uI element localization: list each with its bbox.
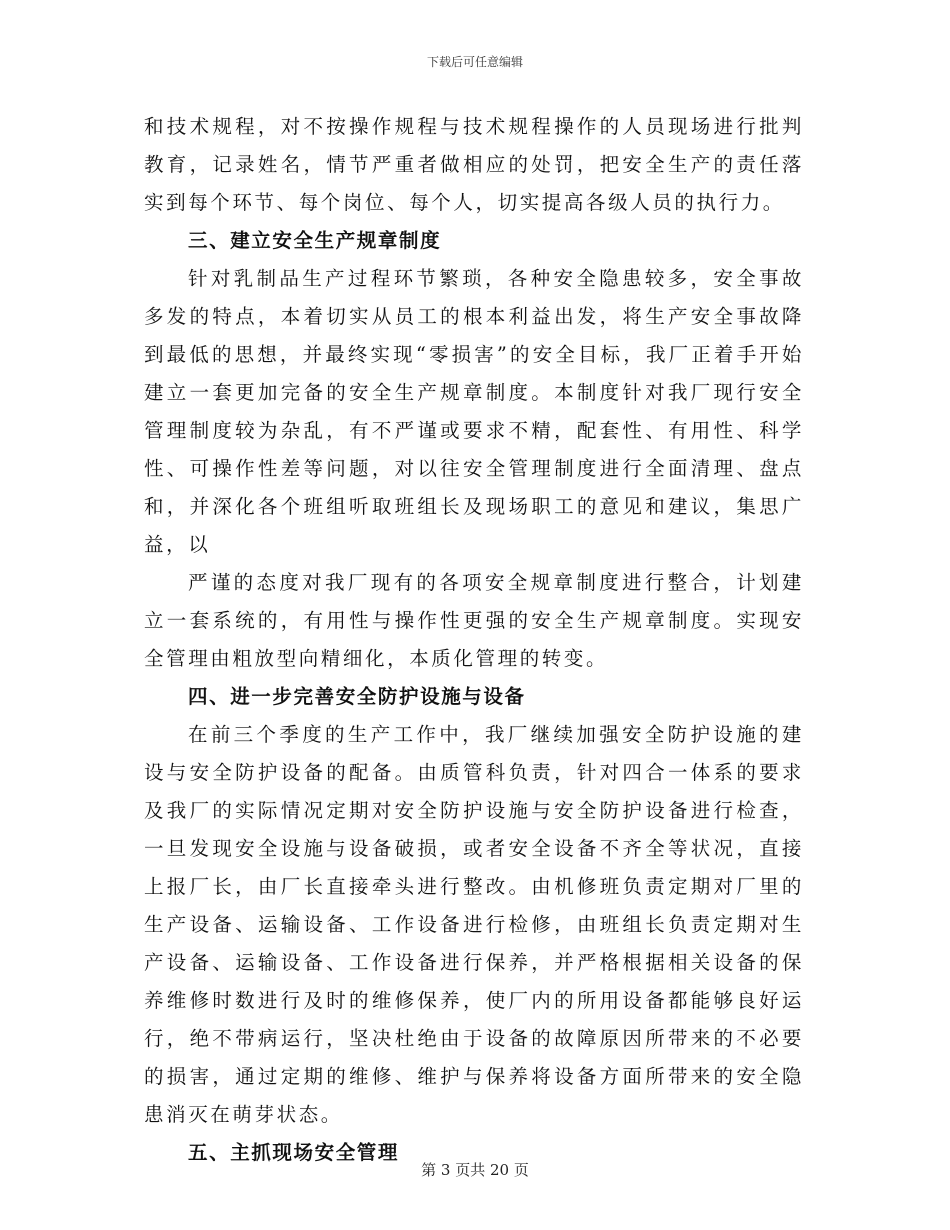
- section-heading-4: 四、进一步完善安全防护设施与设备: [188, 685, 526, 708]
- paragraph-section-3b: 严谨的态度对我厂现有的各项安全规章制度进行整合，计划建立一套系统的，有用性与操作性更强的安全生产规章制度。实现安全管理由粗放型向精细化，本质化管理的转变。: [144, 571, 804, 670]
- section-heading-3: 三、建立安全生产规章制度: [188, 229, 442, 252]
- paragraph-section-4: 在前三个季度的生产工作中，我厂继续加强安全防护设施的建设与安全防护设备的配备。由质管科负责，针对四合一体系的要求及我厂的实际情况定期对安全防护设施与安全防护设备进行检查，一旦发现安全设施与设备破损，或者安全设备不齐全等状况，直接上报厂长，由厂长直接牵头进行整改。由机修班负责定期对厂里的生产设备、运输设备、工作设备进行检修，由班组长负责定期对生产设备、运输设备、工作设备进行保养，并严格根据相关设备的保养维修时数进行及时的维修保养，使厂内的所用设备都能够良好运行，绝不带病运行，坚决杜绝由于设备的故障原因所带来的不必要的损害，通过定期的维修、维护与保养将设备方面所带来的安全隐患消灭在萌芽状态。: [144, 723, 804, 1126]
- section-heading-5: 五、主抓现场安全管理: [188, 1141, 400, 1164]
- document-body: [144, 108, 804, 1172]
- page-footer: 第 3 页共 20 页: [421, 1161, 529, 1179]
- paragraph-intro: 和技术规程，对不按操作规程与技术规程操作的人员现场进行批判教育，记录姓名，情节严重者做相应的处罚，把安全生产的责任落实到每个环节、每个岗位、每个人，切实提高各级人员的执行力。: [144, 115, 804, 214]
- page-header: 下载后可任意编辑: [426, 55, 523, 69]
- paragraph-section-3a: 针对乳制品生产过程环节繁琐，各种安全隐患较多，安全事故多发的特点，本着切实从员工的根本利益出发，将生产安全事故降到最低的思想，并最终实现“零损害”的安全目标，我厂正着手开始建立一套更加完备的安全生产规章制度。本制度针对我厂现行安全管理制度较为杂乱，有不严谨或要求不精，配套性、有用性、科学性、可操作性差等问题，对以往安全管理制度进行全面清理、盘点和，并深化各个班组听取班组长及现场职工的意见和建议，集思广益，以: [144, 267, 804, 556]
